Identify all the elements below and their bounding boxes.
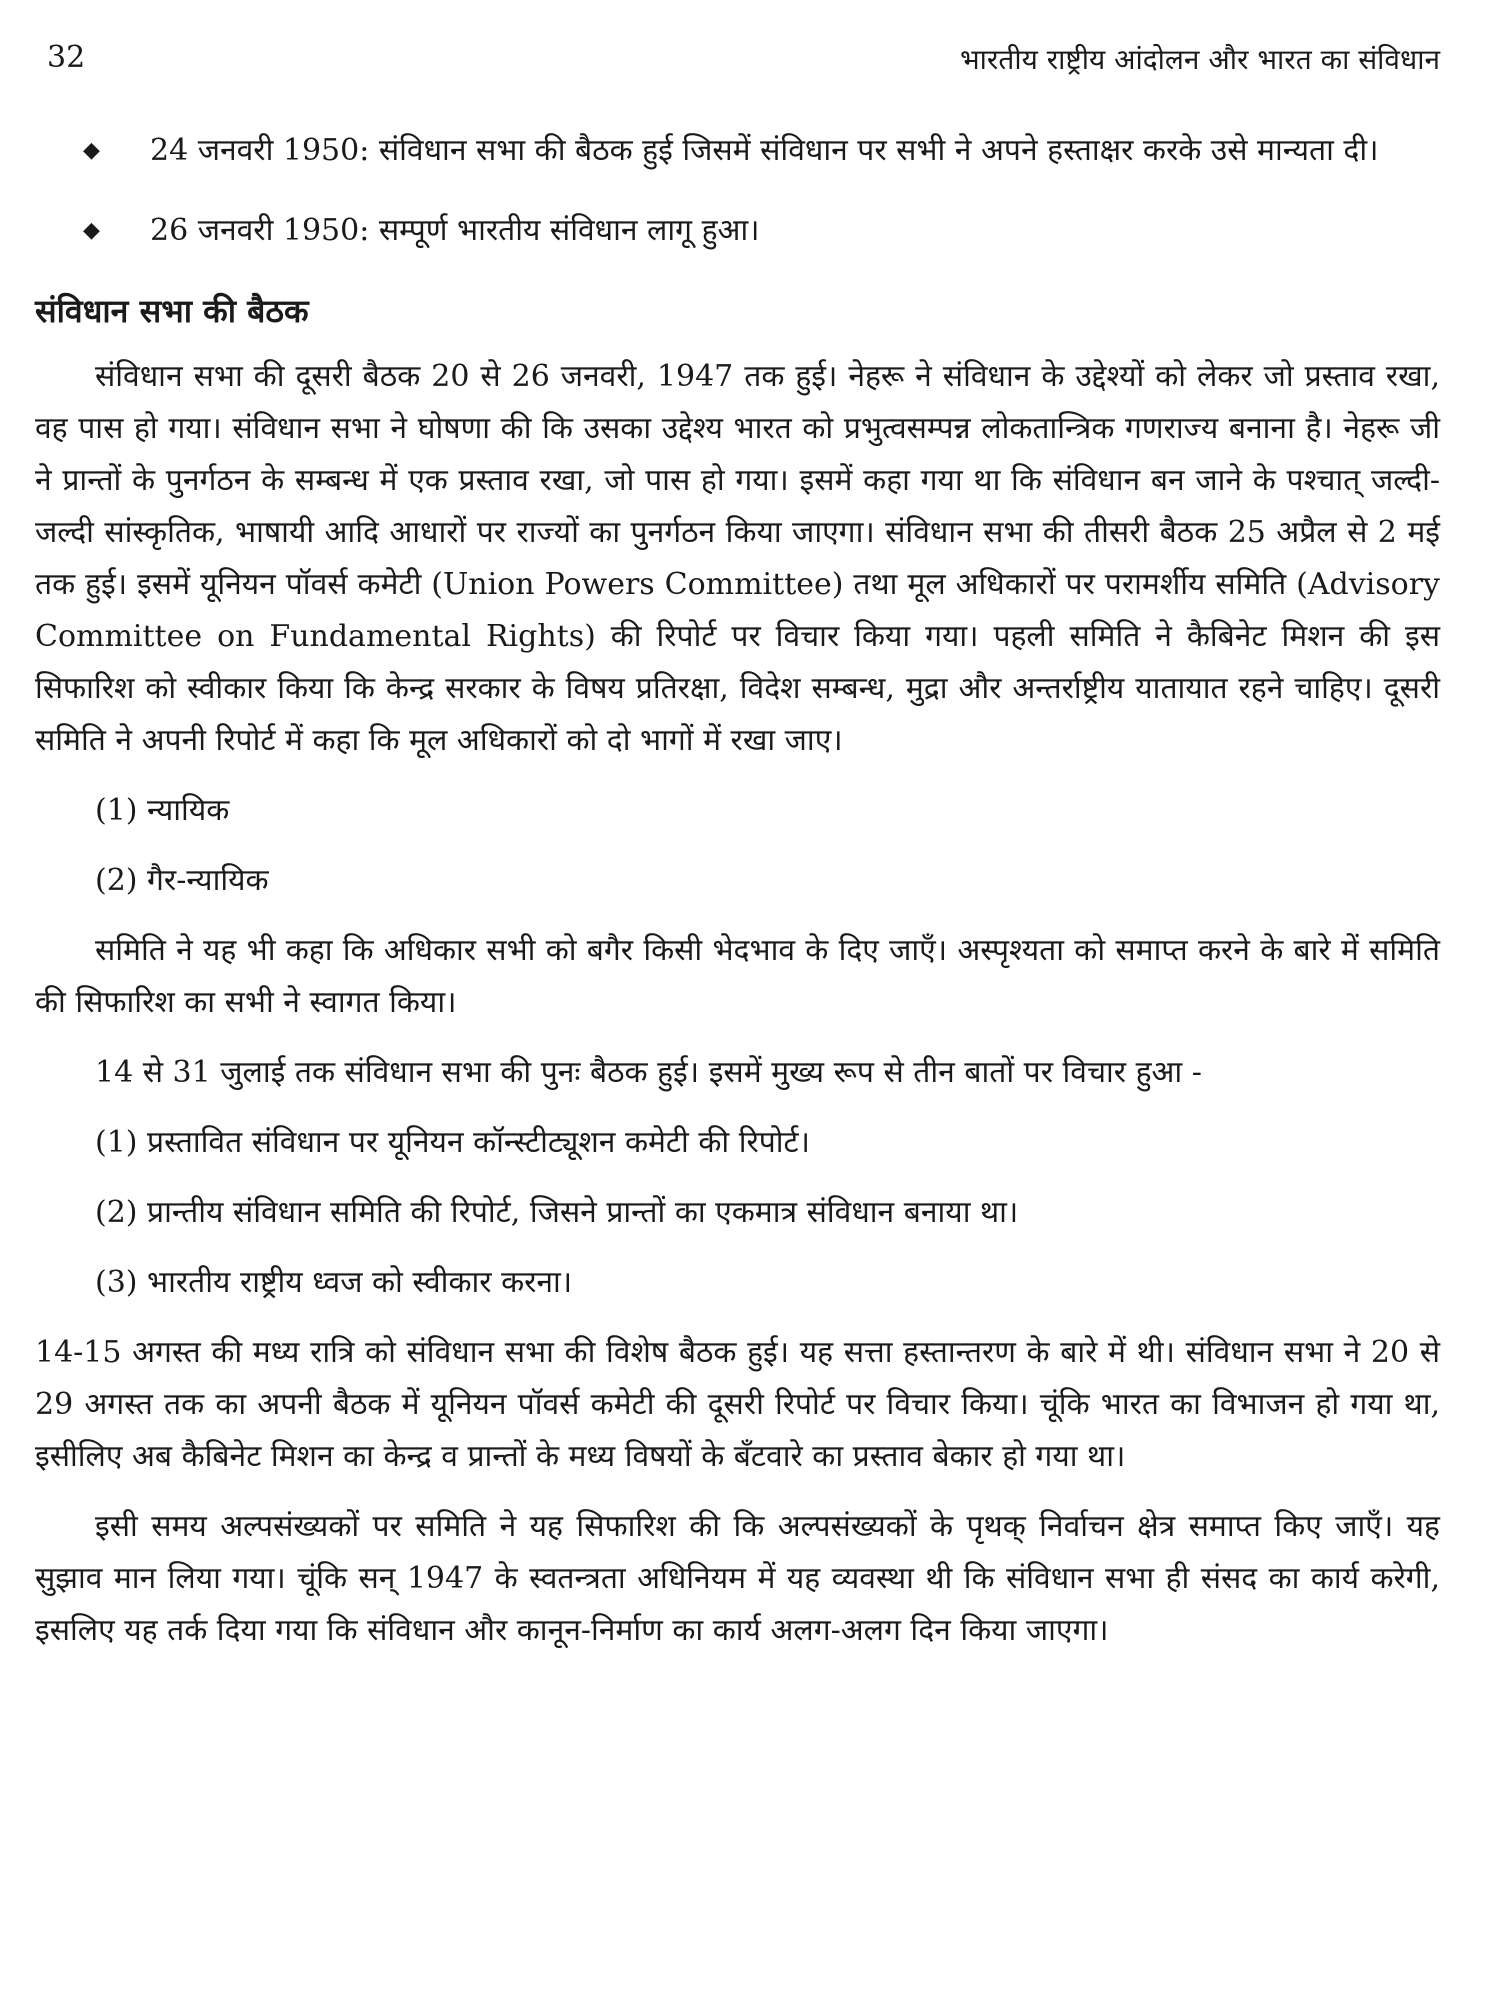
bullet-item (35, 125, 1440, 177)
page-header (35, 40, 1440, 90)
bullet-text: 26 जनवरी 1950: सम्पूर्ण भारतीय संविधान लागू हुआ। (150, 213, 760, 248)
list-item: (1) प्रस्तावित संविधान पर यूनियन कॉन्स्टीट्यूशन कमेटी की रिपोर्ट। (95, 1125, 811, 1160)
diamond-icon: ◆ (83, 218, 100, 243)
running-title: भारतीय राष्ट्रीय आंदोलन और भारत का संविधान (959, 43, 1440, 76)
section-heading: संविधान सभा की बैठक (35, 292, 309, 330)
bullet-text: 24 जनवरी 1950: संविधान सभा की बैठक हुई जिसमें संविधान पर सभी ने अपने हस्ताक्षर करके उसे मान्यता दी। (150, 133, 1379, 168)
bullet-item (35, 205, 1440, 257)
list-item: (1) न्यायिक (95, 793, 230, 828)
paragraph-august-session: 14-15 अगस्त की मध्य रात्रि को संविधान सभा की विशेष बैठक हुई। यह सत्ता हस्तान्तरण के बारे में थी। संविधान सभा ने 20 से 29 अगस्त तक का अपनी बैठक में यूनियन पॉवर्स कमेटी की दूसरी रिपोर्ट पर विचार किया। चूंकि भारत का विभाजन हो गया था, इसीलिए अब कैबिनेट मिशन का केन्द्र व प्रान्तों के मध्य विषयों के बँटवारे का प्रस्ताव बेकार हो गया था। (35, 1335, 1440, 1474)
paragraph-second-session: संविधान सभा की दूसरी बैठक 20 से 26 जनवरी, 1947 तक हुई। नेहरू ने संविधान के उद्देश्यों को लेकर जो प्रस्ताव रखा, वह पास हो गया। संविधान सभा ने घोषणा की कि उसका उद्देश्य भारत को प्रभुत्वसम्पन्न लोकतान्त्रिक गणराज्य बनाना है। नेहरू जी ने प्रान्तों के पुनर्गठन के सम्बन्ध में एक प्रस्ताव रखा, जो पास हो गया। इसमें कहा गया था कि संविधान बन जाने के पश्चात् जल्दी-जल्दी सांस्कृतिक, भाषायी आदि आधारों पर राज्यों का पुनर्गठन किया जाएगा। संविधान सभा की तीसरी बैठक 25 अप्रैल से 2 मई तक हुई। इसमें यूनियन पॉवर्स कमेटी (Union Powers Committee) तथा मूल अधिकारों पर परामर्शीय समिति (Advisory Committee on Fundamental Rights) की रिपोर्ट पर विचार किया गया। पहली समिति ने कैबिनेट मिशन की इस सिफारिश को स्वीकार किया कि केन्द्र सरकार के विषय प्रतिरक्षा, विदेश सम्बन्ध, मुद्रा और अन्तर्राष्ट्रीय यातायात रहने चाहिए। दूसरी समिति ने अपनी रिपोर्ट में कहा कि मूल अधिकारों को दो भागों में रखा जाए। (35, 359, 1440, 758)
diamond-icon: ◆ (83, 138, 100, 163)
paragraph-rights: समिति ने यह भी कहा कि अधिकार सभी को बगैर किसी भेदभाव के दिए जाएँ। अस्पृश्यता को समाप्त करने के बारे में समिति की सिफारिश का सभी ने स्वागत किया। (35, 933, 1440, 1020)
list-item: (2) गैर-न्यायिक (95, 863, 269, 898)
page-body (35, 125, 1440, 1657)
paragraph-minorities: इसी समय अल्पसंख्यकों पर समिति ने यह सिफारिश की कि अल्पसंख्यकों के पृथक् निर्वाचन क्षेत्र समाप्त किए जाएँ। यह सुझाव मान लिया गया। चूंकि सन् 1947 के स्वतन्त्रता अधिनियम में यह व्यवस्था थी कि संविधान सभा ही संसद का कार्य करेगी, इसलिए यह तर्क दिया गया कि संविधान और कानून-निर्माण का कार्य अलग-अलग दिन किया जाएगा। (35, 1509, 1440, 1648)
list-item: (2) प्रान्तीय संविधान समिति की रिपोर्ट, जिसने प्रान्तों का एकमात्र संविधान बनाया था। (95, 1195, 1019, 1230)
paragraph-july-session: 14 से 31 जुलाई तक संविधान सभा की पुनः बैठक हुई। इसमें मुख्य रूप से तीन बातों पर विचार हुआ - (95, 1055, 1202, 1090)
page-number: 32 (47, 40, 86, 75)
list-item: (3) भारतीय राष्ट्रीय ध्वज को स्वीकार करना। (95, 1265, 573, 1300)
